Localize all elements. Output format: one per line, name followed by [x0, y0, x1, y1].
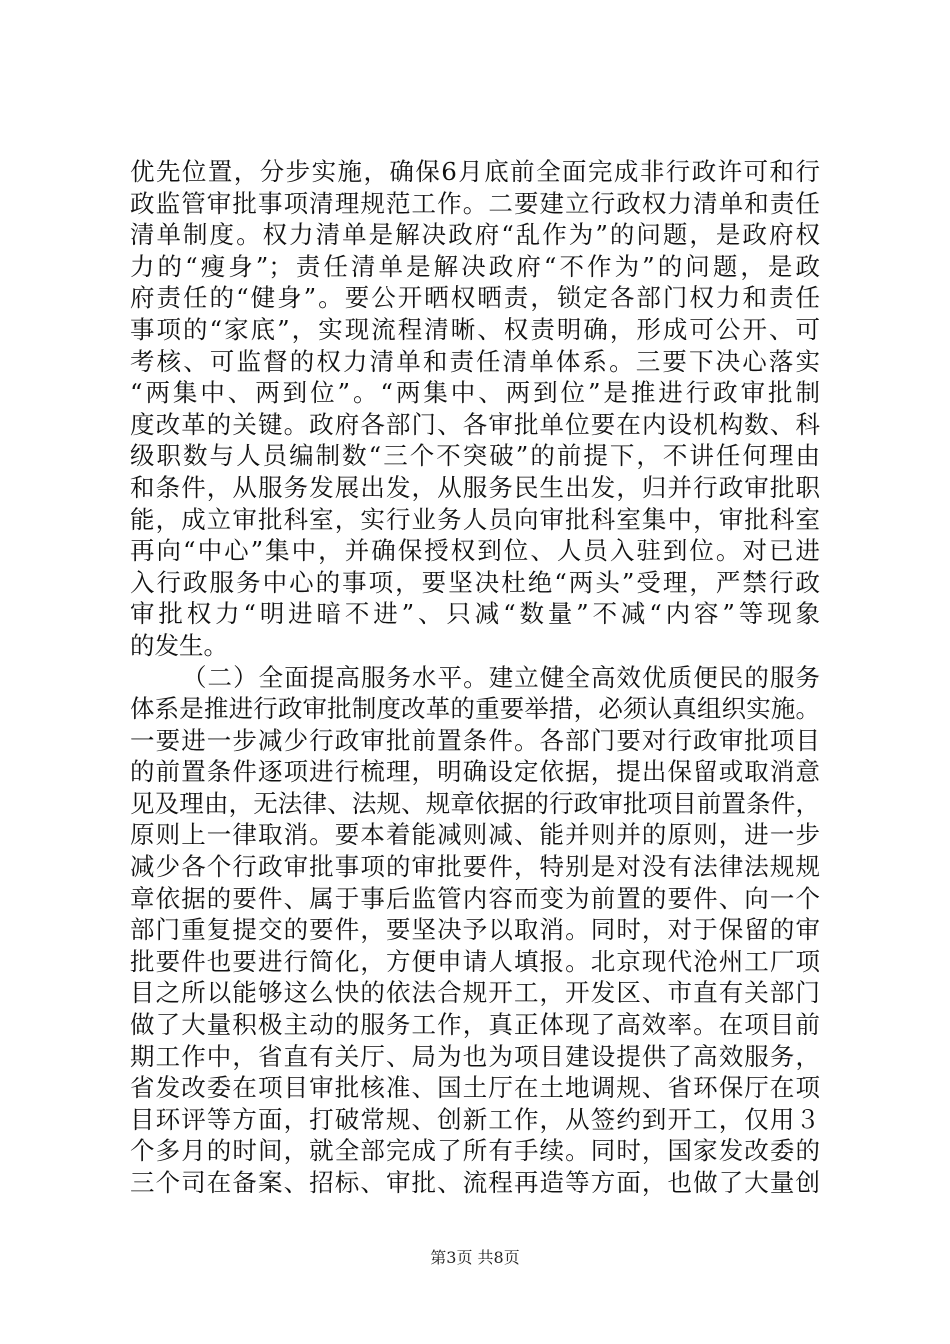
text-line: 力的“瘦身”；责任清单是解决政府“不作为”的问题，是政 [130, 251, 820, 281]
text-line: 章依据的要件、属于事后监管内容而变为前置的要件、向一个 [130, 883, 820, 913]
text-line: 级职数与人员编制数“三个不突破”的前提下，不讲任何理由 [130, 441, 820, 471]
text-line: 清单制度。权力清单是解决政府“乱作为”的问题，是政府权 [130, 220, 820, 250]
text-line: 体系是推进行政审批制度改革的重要举措，必须认真组织实施。 [130, 694, 820, 724]
text-line: 考核、可监督的权力清单和责任清单体系。三要下决心落实 [130, 346, 820, 376]
text-line: 做了大量积极主动的服务工作，真正体现了高效率。在项目前 [130, 1010, 820, 1040]
text-line: 批要件也要进行简化，方便申请人填报。北京现代沧州工厂项 [130, 946, 820, 976]
text-line: 度改革的关键。政府各部门、各审批单位要在内设机构数、科 [130, 409, 820, 439]
text-line: 优先位置，分步实施，确保6月底前全面完成非行政许可和行 [130, 157, 820, 186]
text-line: 审批权力“明进暗不进”、只减“数量”不减“内容”等现象 [130, 599, 820, 629]
text-line: 减少各个行政审批事项的审批要件，特别是对没有法律法规规 [130, 852, 820, 882]
text-line: 目环评等方面，打破常规、创新工作，从签约到开工，仅用３ [130, 1104, 820, 1134]
text-line: “两集中、两到位”。“两集中、两到位”是推进行政审批制 [130, 378, 820, 408]
text-line: 再向“中心”集中，并确保授权到位、人员入驻到位。对已进 [130, 536, 820, 566]
text-line: 府责任的“健身”。要公开晒权晒责，锁定各部门权力和责任 [130, 283, 820, 313]
text-line: 和条件，从服务发展出发，从服务民生出发，归并行政审批职 [130, 472, 820, 502]
text-line: 事项的“家底”，实现流程清晰、权责明确，形成可公开、可 [130, 314, 820, 344]
text-line: 政监管审批事项清理规范工作。二要建立行政权力清单和责任 [130, 188, 820, 218]
text-line: 部门重复提交的要件，要坚决予以取消。同时，对于保留的审 [130, 915, 820, 945]
text-line: 期工作中，省直有关厅、局为也为项目建设提供了高效服务， [130, 1041, 820, 1071]
text-line: 入行政服务中心的事项，要坚决杜绝“两头”受理，严禁行政 [130, 567, 820, 597]
text-line: 目之所以能够这么快的依法合规开工，开发区、市直有关部门 [130, 978, 820, 1008]
paragraph-start-line: （二）全面提高服务水平。建立健全高效优质便民的服务 [182, 662, 820, 692]
text-line: 见及理由，无法律、法规、规章依据的行政审批项目前置条件， [130, 788, 820, 818]
text-line: 一要进一步减少行政审批前置条件。各部门要对行政审批项目 [130, 725, 820, 755]
text-line: 三个司在备案、招标、审批、流程再造等方面，也做了大量创 [130, 1168, 820, 1197]
text-line: 的前置条件逐项进行梳理，明确设定依据，提出保留或取消意 [130, 757, 820, 787]
text-line: 原则上一律取消。要本着能减则减、能并则并的原则，进一步 [130, 820, 820, 850]
page-number-footer: 第3页 共8页 [430, 1248, 520, 1267]
text-line: 的发生。 [130, 630, 228, 660]
text-line: 省发改委在项目审批核准、国土厅在土地调规、省环保厅在项 [130, 1073, 820, 1103]
body-text [130, 156, 820, 1199]
text-line: 个多月的时间，就全部完成了所有手续。同时，国家发改委的 [130, 1136, 820, 1166]
text-line: 能，成立审批科室，实行业务人员向审批科室集中，审批科室 [130, 504, 820, 534]
